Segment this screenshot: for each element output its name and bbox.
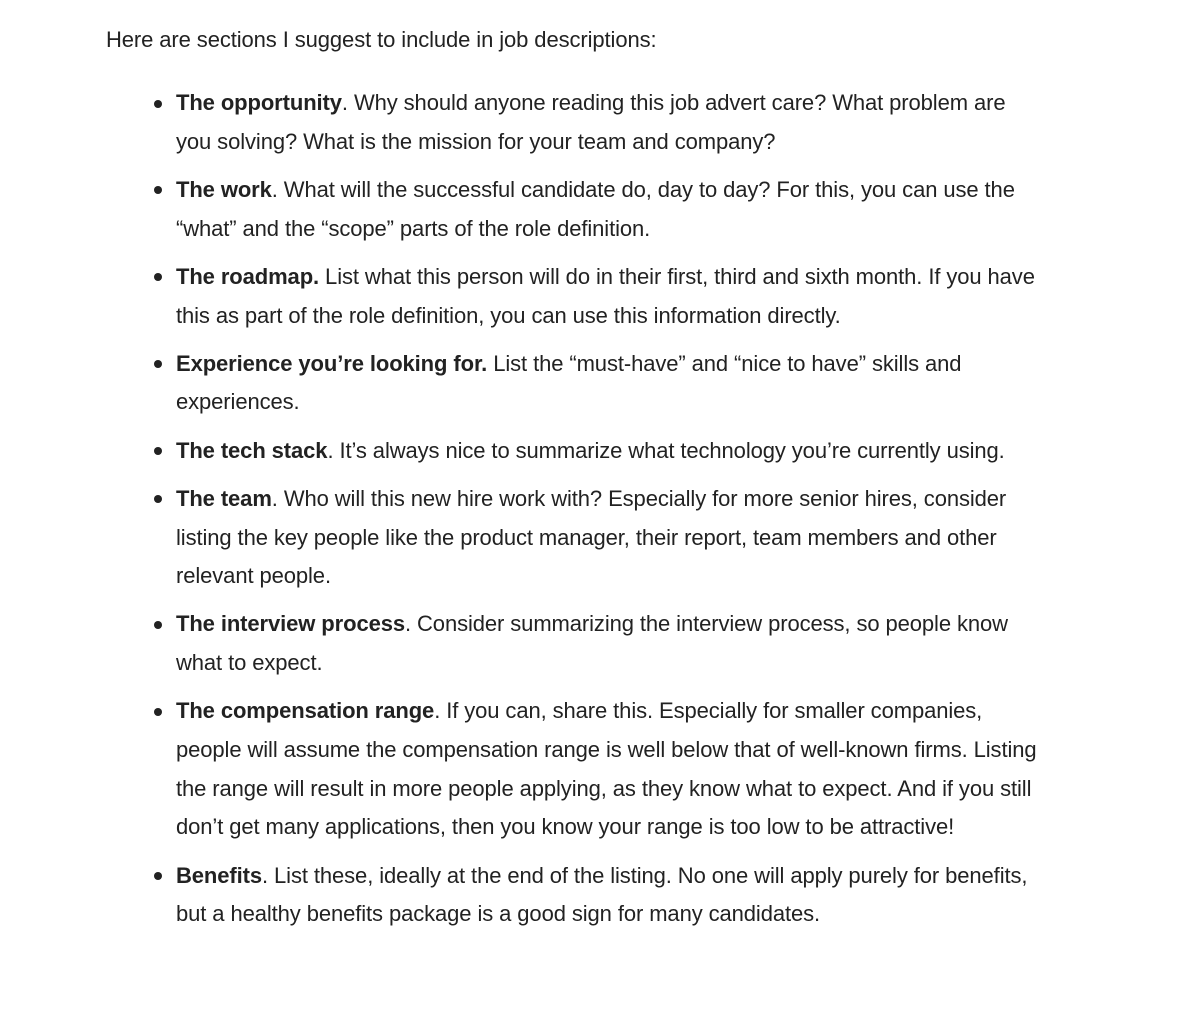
list-item-interview-process xyxy=(150,605,1040,682)
list-item-work xyxy=(150,171,1040,248)
item-term: The work xyxy=(176,176,272,202)
list-item-roadmap xyxy=(150,258,1040,335)
item-text: . If you can, share this. Especially for smaller companies, people will assume the compensation range is well below that of well-known firms. Listing the range will result in more people applying, as they know what to expect. And if you still don’t get many applications, then you know your range is too low to be attractive! xyxy=(176,698,1037,840)
item-term: The team xyxy=(176,485,272,511)
intro-paragraph: Here are sections I suggest to include in job descriptions: xyxy=(106,27,657,52)
list-item-experience xyxy=(150,345,1040,422)
item-term: Benefits xyxy=(176,862,262,888)
list-item-tech-stack xyxy=(150,432,1040,471)
bullet-icon xyxy=(154,360,162,368)
list-item-team xyxy=(150,480,1040,596)
item-text: . Why should anyone reading this job advert care? What problem are you solving? What is the mission for your team and company? xyxy=(176,90,1006,154)
list-item-benefits xyxy=(150,857,1040,934)
item-term: The tech stack xyxy=(176,437,328,463)
item-text: List what this person will do in their first, third and sixth month. If you have this as part of the role definition, you can use this information directly. xyxy=(176,263,1035,328)
item-term: The interview process xyxy=(176,611,405,637)
bullet-icon xyxy=(154,708,162,716)
item-text: . Who will this new hire work with? Especially for more senior hires, consider listing the key people like the product manager, their report, team members and other relevant people. xyxy=(176,485,1007,589)
item-text: . What will the successful candidate do, day to day? For this, you can use the “what” and the “scope” parts of the role definition. xyxy=(176,176,1015,241)
job-description-sections-list xyxy=(150,84,1040,944)
item-term: The roadmap. xyxy=(176,263,320,289)
item-text: . It’s always nice to summarize what technology you’re currently using. xyxy=(327,437,1005,463)
bullet-icon xyxy=(154,186,162,194)
item-text: . List these, ideally at the end of the listing. No one will apply purely for benefits, but a healthy benefits package is a good sign for many candidates. xyxy=(176,862,1028,927)
bullet-icon xyxy=(154,273,162,281)
item-term: Experience you’re looking for. xyxy=(176,350,488,376)
list-item-opportunity xyxy=(150,84,1040,161)
bullet-icon xyxy=(154,447,162,455)
bullet-icon xyxy=(154,621,162,629)
list-item-compensation-range xyxy=(150,692,1040,847)
bullet-icon xyxy=(154,100,162,108)
bullet-icon xyxy=(154,872,162,880)
item-term: The compensation range xyxy=(176,698,435,724)
item-term: The opportunity xyxy=(176,90,342,115)
item-text: . Consider summarizing the interview process, so people know what to expect. xyxy=(176,611,1008,676)
item-text: List the “must-have” and “nice to have” skills and experiences. xyxy=(176,350,962,415)
bullet-icon xyxy=(154,495,162,503)
